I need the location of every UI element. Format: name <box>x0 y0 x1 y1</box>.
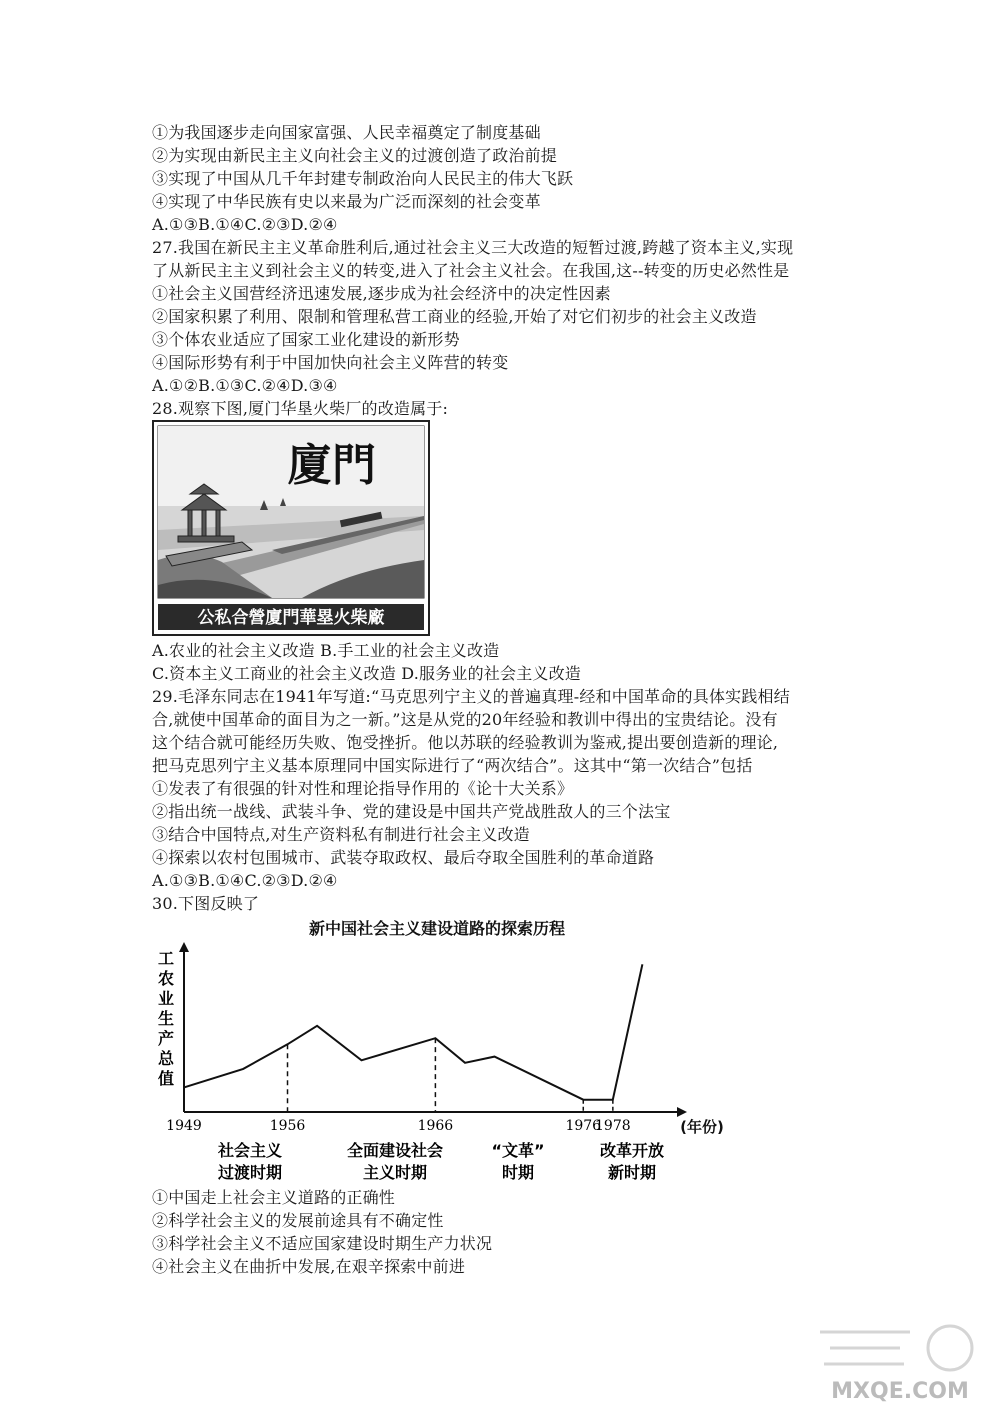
question-29: 29.毛泽东同志在1941年写道:“马克思列宁主义的普遍真理-经和中国革命的具体实践相结 <box>152 687 790 706</box>
y-label-char: 总 <box>157 1049 175 1068</box>
history-line-chart <box>152 912 752 1192</box>
question-30: 30.下图反映了 <box>152 894 260 913</box>
y-label-char: 业 <box>157 989 175 1008</box>
site-watermark <box>800 1318 980 1408</box>
answer-choices: A.①③B.①④C.②③D.②④ <box>152 871 338 890</box>
period-label: 社会主义过渡时期 <box>217 1141 283 1182</box>
question-29-cont: 这个结合就可能经历失败、饱受挫折。他以苏联的经验教训为鉴戒,提出要创造新的理论, <box>152 733 779 752</box>
y-label-char: 产 <box>157 1029 175 1048</box>
period-labels <box>217 1141 664 1182</box>
option-line: ②为实现由新民主主义向社会主义的过渡创造了政治前提 <box>152 146 558 165</box>
x-axis-label: (年份) <box>680 1118 724 1136</box>
x-tick-label: 1949 <box>166 1118 202 1134</box>
question-29-cont: 合,就使中国革命的面目为之一新。”这是从党的20年经验和教训中得出的宝贵结论。没有 <box>152 710 778 729</box>
option-line: ①社会主义国营经济迅速发展,逐步成为社会经济中的决定性因素 <box>152 284 611 303</box>
option-line: ②科学社会主义的发展前途具有不确定性 <box>152 1211 444 1230</box>
y-label-char: 农 <box>157 969 175 988</box>
option-line: C.资本主义工商业的社会主义改造 D.服务业的社会主义改造 <box>152 664 581 683</box>
stamp-title: 廈門 <box>288 440 376 491</box>
option-line: A.农业的社会主义改造 B.手工业的社会主义改造 <box>152 641 500 660</box>
x-axis-arrow <box>677 1107 687 1117</box>
x-tick-label: 1976 <box>565 1118 602 1134</box>
x-tick-label: 1978 <box>595 1118 631 1134</box>
chart-title: 新中国社会主义建设道路的探索历程 <box>308 919 566 938</box>
option-line: ①为我国逐步走向国家富强、人民幸福奠定了制度基础 <box>152 123 541 142</box>
option-line: ③科学社会主义不适应国家建设时期生产力状况 <box>152 1234 493 1253</box>
question-27: 27.我国在新民主主义革命胜利后,通过社会主义三大改造的短暂过渡,跨越了资本主义,实现 <box>152 238 794 257</box>
y-axis-label <box>158 949 175 1088</box>
period-label: “文革”时期 <box>491 1141 545 1182</box>
option-line: ④社会主义在曲折中发展,在艰辛探索中前进 <box>152 1257 466 1276</box>
period-label: 全面建设社会主义时期 <box>346 1141 444 1182</box>
option-line: ③实现了中国从几千年封建专制政治向人民民主的伟大飞跃 <box>152 169 574 188</box>
y-label-char: 值 <box>157 1069 175 1088</box>
option-line: ②指出统一战线、武装斗争、党的建设是中国共产党战胜敌人的三个法宝 <box>152 802 671 821</box>
x-tick-label: 1956 <box>269 1118 306 1134</box>
option-line: ②国家积累了利用、限制和管理私营工商业的经验,开始了对它们初步的社会主义改造 <box>152 307 757 326</box>
period-label: 改革开放新时期 <box>599 1141 665 1182</box>
option-line: ③个体农业适应了国家工业化建设的新形势 <box>152 330 460 349</box>
question-28: 28.观察下图,厦门华垦火柴厂的改造属于: <box>152 399 449 418</box>
y-axis-arrow <box>179 942 189 952</box>
x-tick-label: 1966 <box>417 1118 454 1134</box>
y-label-char: 生 <box>157 1009 175 1028</box>
answer-choices: A.①③B.①④C.②③D.②④ <box>152 215 338 234</box>
option-line: ④探索以农村包围城市、武装夺取政权、最后夺取全国胜利的革命道路 <box>152 848 655 867</box>
y-label-char: 工 <box>157 949 175 968</box>
stamp-caption: 公私合營廈門華塁火柴廠 <box>197 608 385 628</box>
option-line: ③结合中国特点,对生产资料私有制进行社会主义改造 <box>152 825 530 844</box>
matchbox-label-image <box>152 420 430 636</box>
production-series-line <box>184 964 642 1099</box>
answer-choices: A.①②B.①③C.②④D.③④ <box>152 376 338 395</box>
watermark-text: MXQE.COM <box>831 1379 969 1404</box>
question-27-cont: 了从新民主主义到社会主义的转变,进入了社会主义社会。在我国,这--转变的历史必然性是 <box>152 261 790 280</box>
x-tick-labels <box>166 1118 630 1134</box>
option-line: ④国际形势有利于中国加快向社会主义阵营的转变 <box>152 353 509 372</box>
option-line: ①发表了有很强的针对性和理论指导作用的《论十大关系》 <box>152 779 574 798</box>
question-29-cont: 把马克思列宁主义基本原理同中国实际进行了“两次结合”。这其中“第一次结合”包括 <box>152 756 753 775</box>
option-line: ①中国走上社会主义道路的正确性 <box>152 1188 396 1207</box>
option-line: ④实现了中华民族有史以来最为广泛而深刻的社会变革 <box>152 192 541 211</box>
